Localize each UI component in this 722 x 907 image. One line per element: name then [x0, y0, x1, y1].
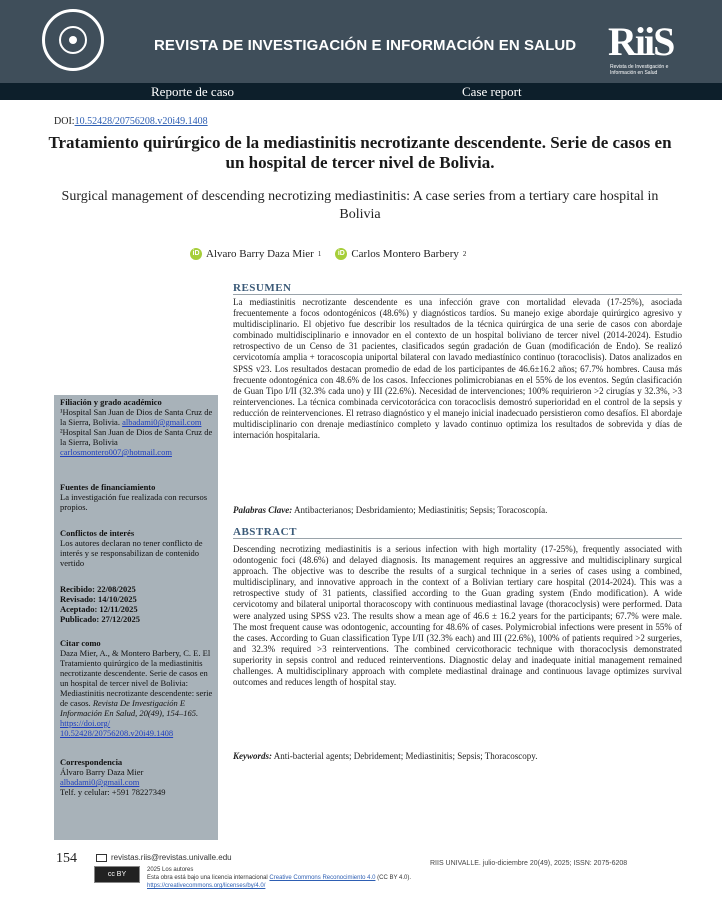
resumen-keywords — [233, 505, 682, 516]
doi-line — [54, 116, 208, 127]
doi-link[interactable]: 10.52428/20756208.v20i49.1408 — [74, 116, 208, 127]
author-name: Alvaro Barry Daza Mier — [206, 248, 314, 260]
affiliation-2: ²Hospital San Juan de Dios de Santa Cruz de la Sierra, Bolivia — [60, 427, 213, 447]
revised-date: Revisado: 14/10/2025 — [60, 594, 137, 604]
license-link[interactable]: Creative Commons Reconocimiento 4.0 — [269, 875, 376, 881]
article-title-es: Tratamiento quirúrgico de la mediastinitis necrotizante descendente. Serie de casos en un hospital de tercer nivel de Bolivia. — [48, 133, 672, 172]
citation-journal: Revista De Investigación E Información En Salud, 20(49), 154–165. — [60, 698, 199, 718]
journal-title: REVISTA DE INVESTIGACIÓN E INFORMACIÓN EN SALUD — [154, 37, 577, 54]
author-list — [190, 248, 466, 260]
citation-text: Daza Mier, A., & Montero Barbery, C. E. El Tratamiento quirúrgico de la mediastinitis necrotizante descendente. Serie de casos en un hospital de tercer nivel de Bolivia: Mediastinitis necrotizante descendente: serie de casos. — [60, 648, 213, 708]
keywords-label-es: Palabras Clave: — [233, 505, 293, 515]
envelope-icon — [96, 854, 107, 862]
article-type-en: Case report — [462, 84, 522, 99]
keywords-text-en: Anti-bacterial agents; Debridement; Mediastinitis; Sepsis; Thoracoscopy. — [273, 751, 538, 761]
correspondence-phone: Telf. y celular: +591 78227349 — [60, 787, 166, 797]
citation-doi-link[interactable]: https://doi.org/ 10.52428/20756208.v20i49.1408 — [60, 718, 174, 738]
resumen-heading: RESUMEN — [233, 282, 292, 294]
journal-header — [0, 0, 722, 83]
riis-logo: RiiS — [608, 19, 674, 64]
conflict-heading: Conflictos de interés — [60, 528, 135, 538]
abstract-heading: ABSTRACT — [233, 526, 297, 538]
received-date: Recibido: 22/08/2025 — [60, 584, 136, 594]
license-text — [147, 866, 411, 890]
affiliation-heading: Filiación y grado académico — [60, 397, 162, 407]
correspondence-heading: Correspondencia — [60, 757, 123, 767]
abstract-text: Descending necrotizing mediastinitis is a serious infection with high mortality (17-25%), frequently associated with odontogenic foci (48.6%) and delayed diagnosis. Its management requires an aggressive and multidisciplinary surgical approach. The objective was to describe the results of a surgical technique in a series of cases using a combined, multidisciplinary, and innovative approach in the context of a Bolivian tertiary care hospital (2014-2024). This was a retrospective study of 31 patients, classified according to the Guan grading system (Endo modification). A wide cervicotomy and bilateral uniportal thoracoscopy with continuous mediastinal lavage (thoracoclysis) were performed. Data were analyzed using SPSS v23. The results show a mean age of 46.6 ± 16.2 years for the participants; 67.7% were male. The most frequent cause was odontogenic, accounting for 48.6% of cases. Polymicrobial infections were present in 55% of the cases. According to Guan classification Type I/II (32.3% each) and III (22.6%), 100% of patients required >2 surgeries, and 32.3% required >3 reinterventions. The combined cervicothoracic technique with thoracoclysis demonstrated superiority in sepsis control and reduced reinterventions. Diagnostic delay and inadequate initial management remained challenges. A multidisciplinary approach with complete mediastinal drainage and continuous lavage optimizes survival outcomes and reduces length of hospital stay. — [233, 544, 682, 688]
author-name: Carlos Montero Barbery — [351, 248, 459, 260]
affiliation-block — [60, 397, 215, 457]
journal-citation-footer: RIIS UNIVALLE. julio-diciembre 20(49), 2025; ISSN: 2075-6208 — [430, 860, 628, 867]
conflict-block — [60, 528, 215, 568]
author-affil-sup: 2 — [462, 250, 467, 258]
article-type-es: Reporte de caso — [151, 84, 235, 99]
article-title-en: Surgical management of descending necrotizing mediastinitis: A case series from a tertiary care hospital in Bolivia — [61, 189, 659, 222]
footer-email — [96, 853, 232, 862]
cc-by-license-icon[interactable]: cc BY — [94, 866, 140, 883]
funding-block — [60, 482, 215, 512]
published-date: Publicado: 27/12/2025 — [60, 614, 141, 624]
riis-logo-subtitle: Revista de Investigación e Información en Salud — [610, 64, 669, 76]
page-number: 154 — [56, 851, 77, 866]
license-statement: Esta obra está bajo una licencia internacional — [147, 875, 268, 881]
author-affil-sup: 1 — [317, 250, 322, 258]
correspondence-name: Álvaro Barry Daza Mier — [60, 767, 144, 777]
abstract-keywords — [233, 751, 682, 762]
keywords-label-en: Keywords: — [233, 751, 272, 761]
citation-block — [60, 638, 215, 738]
dates-block — [60, 584, 215, 624]
doi-label: DOI: — [54, 116, 75, 127]
keywords-text-es: Antibacterianos; Desbridamiento; Mediastinitis; Sepsis; Toracoscopía. — [294, 505, 548, 515]
section-divider — [233, 538, 682, 539]
funding-heading: Fuentes de financiamiento — [60, 482, 156, 492]
correspondence-block — [60, 757, 215, 797]
license-copyright: 2025 Los autores — [147, 867, 194, 873]
funding-text: La investigación fue realizada con recursos propios. — [60, 492, 208, 512]
orcid-icon[interactable]: iD — [190, 248, 202, 260]
license-abbrev: (CC BY 4.0). — [377, 875, 412, 881]
license-url[interactable]: https://creativecommons.org/licenses/by/4.0/ — [147, 883, 266, 889]
accepted-date: Aceptado: 12/11/2025 — [60, 604, 138, 614]
citation-heading: Citar como — [60, 638, 101, 648]
conflict-text: Los autores declaran no tener conflicto de interés y se responsabilizan de contenido vertido — [60, 538, 203, 568]
article-type-bar — [0, 83, 722, 100]
orcid-icon[interactable]: iD — [335, 248, 347, 260]
section-divider — [233, 294, 682, 295]
affiliation-2-email[interactable]: carlosmontero007@hotmail.com — [60, 447, 172, 457]
footer-email-text[interactable]: revistas.riis@revistas.univalle.edu — [111, 853, 232, 862]
resumen-text: La mediastinitis necrotizante descendente es una infección grave con mortalidad elevada (17-25%), asociada frecuentemente a focos odontogénicos (48.6%) y diagnósticos tardíos. Su manejo exige abordaje quirúrgico agresivo y multidisciplinario. El objetivo fue describir los resultados de la técnica quirúrgica de una serie de casos con abordaje combinado multidisciplinario e innovador en el contexto de un hospital boliviano de tercer nivel (2014-2024). Estudio retrospectivo de un Censo de 31 pacientes, clasificados según gradación de Guan (modificación de Endo). Se realizó cervicotomía amplia + toracoscopia uniportal bilateral con lavado mediastínico continuo (toracoclisis). Datos analizados en SPSS v23. Los resultados destacan promedio de edad de los participantes de 46.6±16.2 años; 67.7% hombres. Causa más frecuente odontogénica con 48.6% de los casos. Infecciones polimicrobianas en el 55% de los eventos. Según clasificación de Guan Tipo I/II (32.3% cada uno) y III (22.6%). Necesidad de intervenciones; 100% requirieron >2 cirugías y 32.3%, >3 reintervenciones. La técnica combinada cervicotorácica con toracoclisis demostró superioridad en el control de la sepsis y reducción de reintervenciones. El retraso diagnóstico y el manejo inicial inadecuado persistieron como desafíos. El abordaje multidisciplinario con drenaje mediastínico completo y lavado continuo optimiza los resultados de sobrevida y días de internación hospitalaria. — [233, 297, 682, 441]
affiliation-1: ¹Hospital San Juan de Dios de Santa Cruz de la Sierra, Bolivia. — [60, 407, 213, 427]
affiliation-1-email[interactable]: albadami0@gmail.com — [122, 417, 202, 427]
university-seal-logo — [42, 9, 104, 71]
correspondence-email[interactable]: albadami0@gmail.com — [60, 777, 140, 787]
